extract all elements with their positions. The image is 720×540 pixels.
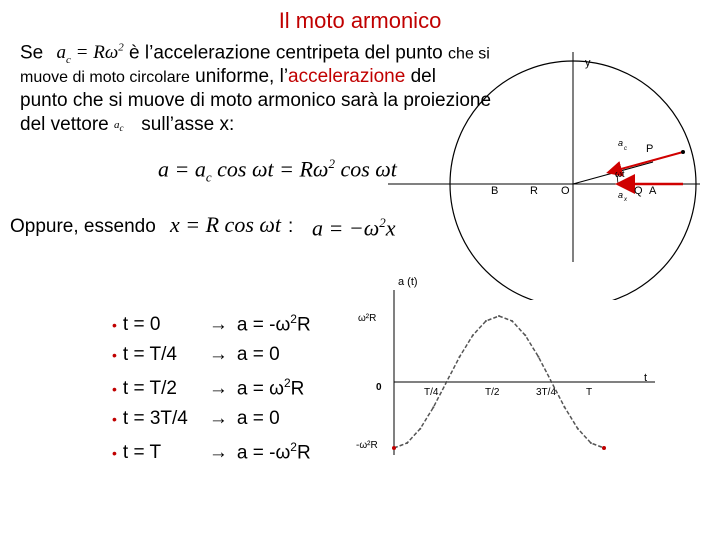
label-a: A [649, 185, 657, 197]
list-item: • $t = T/2 \to a = \omega^2R$ [112, 376, 305, 400]
intro-che-si: che si [448, 45, 490, 63]
oppure-sep: : [288, 216, 294, 237]
label-r: R [530, 185, 538, 197]
intro-line-2: muove di moto circolare uniforme, l’accelerazione del [20, 66, 436, 87]
endpoint-marker [392, 446, 396, 450]
main-formula: $a = a_c$ $\cos \omega t = R\omega^2$ cos ωt [158, 156, 397, 185]
accelerazione-word: accelerazione [288, 66, 406, 87]
point-p [681, 150, 685, 154]
page-title: Il moto armonico [278, 8, 442, 33]
se-label: Se [20, 42, 44, 64]
label-o: O [561, 185, 570, 197]
data-point [406, 442, 408, 444]
endpoint-marker [602, 446, 606, 450]
acceleration-chart [340, 270, 680, 470]
data-point [485, 320, 487, 322]
list-item: • $t = T \to a = -\omega^2R$ [112, 440, 311, 464]
x-tick-label: T [586, 387, 593, 398]
intro-text-1: è l’accelerazione centripeta del punto [129, 42, 443, 64]
x-tick-label: 3T/4 [536, 387, 557, 398]
list-item: • t = T/4 → a = 0 [112, 344, 280, 365]
list-item: • $t = 0 \to a = -\omega^2R$ [112, 312, 311, 336]
intro-line-4: del vettore $a_c$ sull’asse x: [20, 114, 235, 135]
label-b: B [491, 185, 499, 197]
oppure-label: Oppure, essendo [10, 216, 156, 237]
data-point [590, 442, 592, 444]
data-point [472, 334, 474, 336]
data-point [498, 315, 500, 317]
data-point [551, 381, 553, 383]
y-tick-label: 0 [376, 382, 382, 393]
label-wt: ωt [615, 169, 625, 179]
y-tick-label: ω²R [358, 313, 377, 324]
radius-line [573, 162, 653, 184]
intro-line-3: punto che si muove di moto armonico sarà la proiezione [20, 90, 492, 111]
label-ac-top: a [618, 138, 624, 148]
label-a-bottom-sub: x [624, 197, 627, 203]
label-ac-top-sub: c [624, 146, 627, 152]
ac-formula: $a_c = R\omega^2$ [56, 42, 124, 67]
data-point [459, 356, 461, 358]
data-point [537, 356, 539, 358]
x-tick-label: T/4 [424, 387, 439, 398]
data-point [511, 320, 513, 322]
data-point [446, 381, 448, 383]
ac-vector: $a_c$ [114, 119, 124, 134]
oppure-formula-x: x = R cos ωt [170, 212, 282, 237]
list-item: • t = 3T/4 → a = 0 [112, 408, 280, 429]
label-p: P [646, 143, 654, 155]
data-point [564, 406, 566, 408]
data-point [577, 428, 579, 430]
chart-ylabel: a (t) [398, 276, 418, 288]
data-point [524, 334, 526, 336]
label-q: Q [634, 185, 643, 197]
oppure-formula-a: $a = -\omega^2x$ [312, 215, 396, 241]
label-y: y [585, 57, 591, 69]
data-point [432, 406, 434, 408]
chart-xlabel: t [644, 372, 648, 384]
x-tick-label: T/2 [485, 387, 500, 398]
data-point [419, 428, 421, 430]
label-a-bottom: a [618, 190, 624, 200]
y-tick-label: -ω²R [356, 440, 378, 451]
